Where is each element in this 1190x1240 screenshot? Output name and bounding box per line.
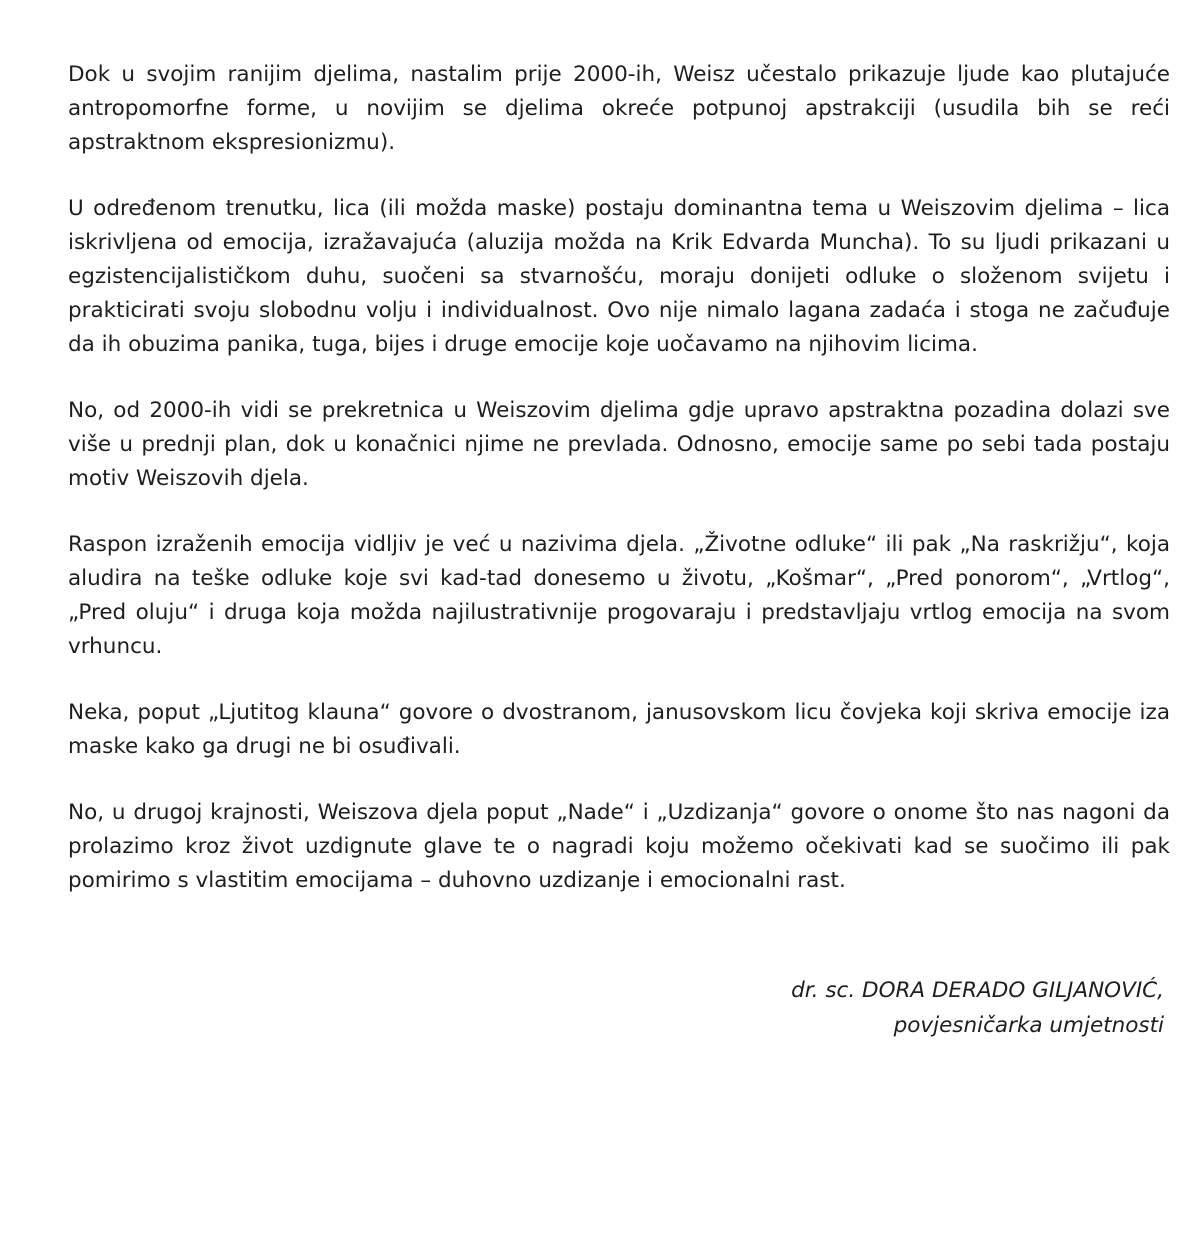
paragraph-3: No, od 2000-ih vidi se prekretnica u Weiszovim djelima gdje upravo apstraktna pozadina dolazi sve više u prednji plan, dok u konačnici njime ne prevlada. Odnosno, emocije same po sebi tada postaju motiv Weiszovih djela. (68, 398, 1170, 491)
paragraph-2: U određenom trenutku, lica (ili možda maske) postaju dominantna tema u Weiszovim djelima – lica iskrivljena od emocija, izražavajuća (aluzija možda na Krik Edvarda Muncha). To su ljudi prikazani u egzistencijalističkom duhu, suočeni sa stvarnošću, moraju donijeti odluke o složenom svijetu i prakticirati svoju slobodnu volju i individualnost. Ovo nije nimalo lagana zadaća i stoga ne začuđuje da ih obuzima panika, tuga, bijes i druge emocije koje uočavamo na njihovim licima. (68, 196, 1170, 357)
author-role: povjesničarka umjetnosti (893, 1013, 1164, 1038)
paragraph-6: No, u drugoj krajnosti, Weiszova djela poput „Nade“ i „Uzdizanja“ govore o onome što nas nagoni da prolazimo kroz život uzdignute glave te o nagradi koju možemo očekivati kad se suočimo ili pak pomirimo s vlastitim emocijama – duhovno uzdizanje i emocionalni rast. (68, 800, 1170, 893)
paragraph-1: Dok u svojim ranijim djelima, nastalim prije 2000-ih, Weisz učestalo prikazuje ljude kao plutajuće antropomorfne forme, u novijim se djelima okreće potpunoj apstrakciji (usudila bih se reći apstraktnom ekspresionizmu). (68, 62, 1170, 155)
document-body (68, 58, 1170, 930)
signature-block (791, 973, 1164, 1043)
paragraph-5: Neka, poput „Ljutitog klauna“ govore o dvostranom, janusovskom licu čovjeka koji skriva emocije iza maske kako ga drugi ne bi osuđivali. (68, 700, 1170, 759)
paragraph-4: Raspon izraženih emocija vidljiv je već u nazivima djela. „Životne odluke“ ili pak „Na raskrižju“, koja aludira na teške odluke koje svi kad-tad donesemo u životu, „Košmar“, „Pred ponorom“, „Vrtlog“, „Pred oluju“ i druga koja možda najilustrativnije progovaraju i predstavljaju vrtlog emocija na svom vrhuncu. (68, 532, 1170, 659)
author-name: dr. sc. DORA DERADO GILJANOVIĆ, (791, 978, 1164, 1003)
